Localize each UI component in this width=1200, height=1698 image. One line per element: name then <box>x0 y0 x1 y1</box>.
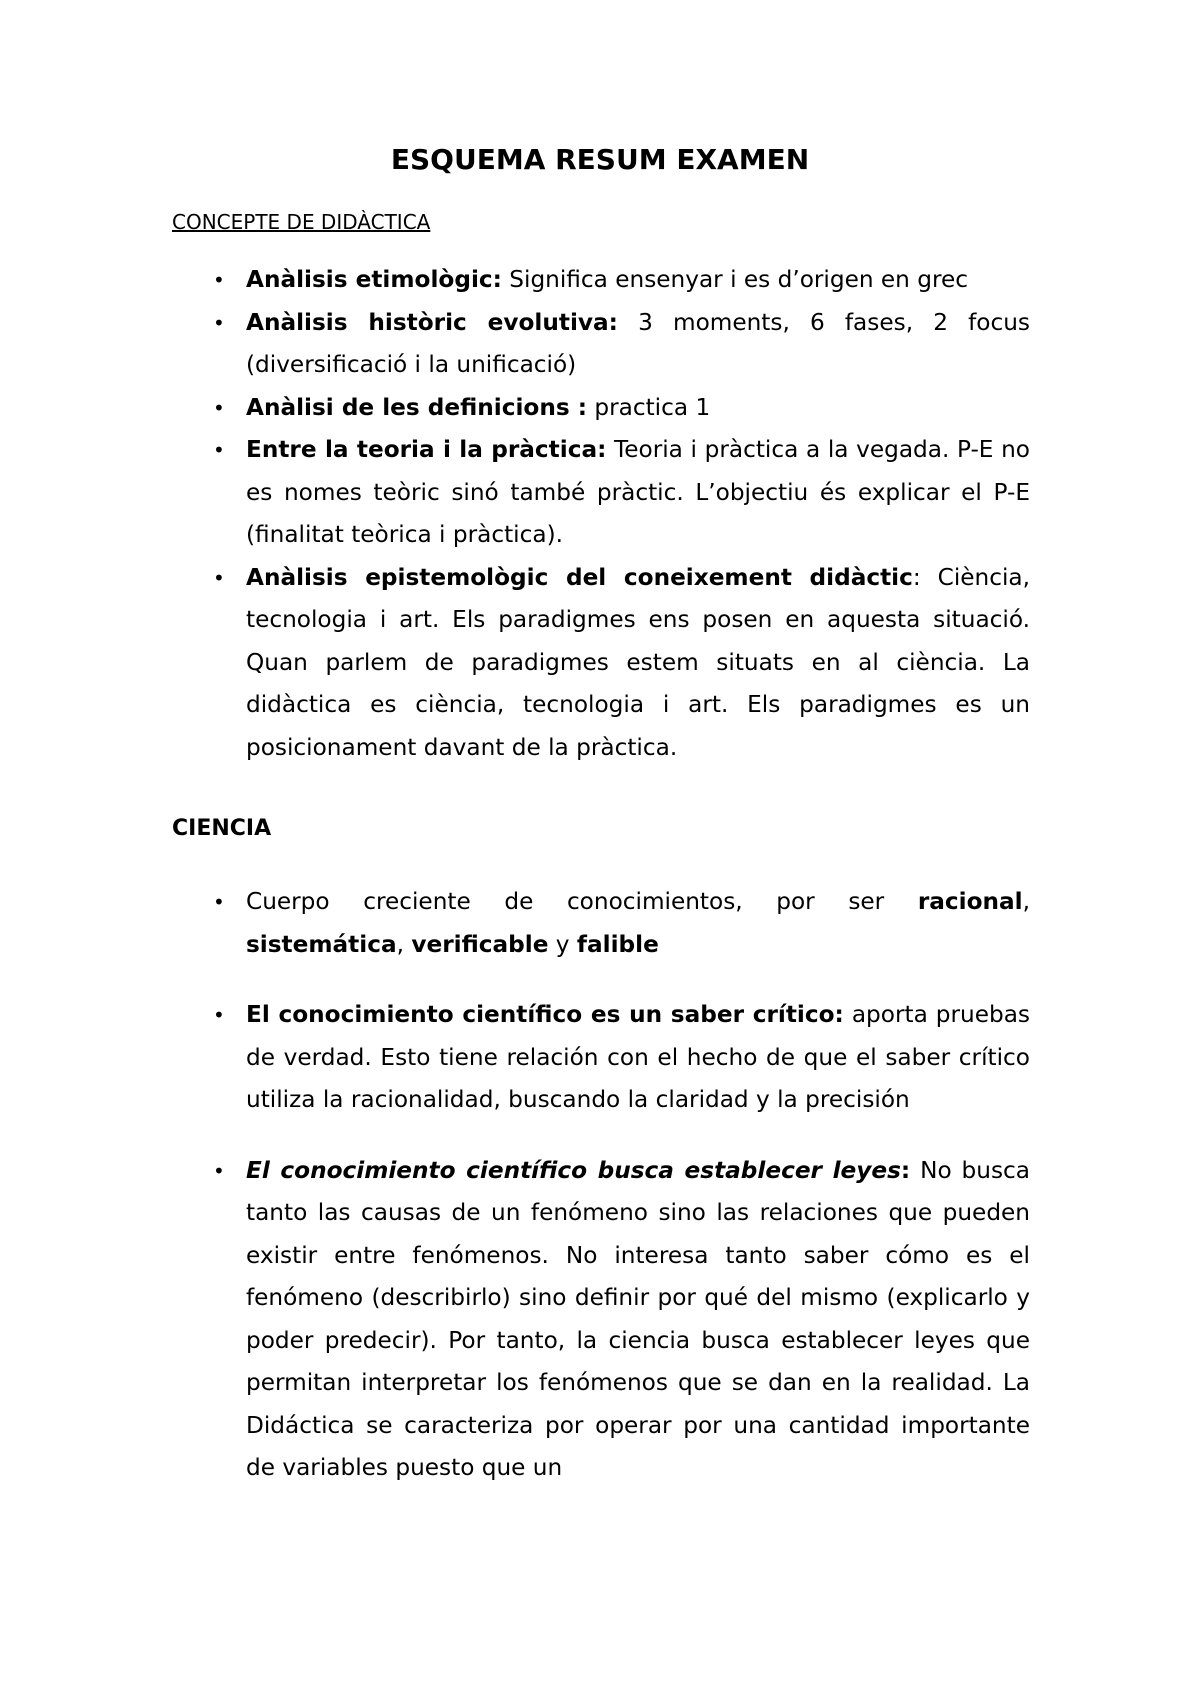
item-term: Anàlisi de les definicions : <box>246 393 588 421</box>
bullet-icon: • <box>213 438 225 462</box>
list-item <box>0 387 1030 430</box>
bullet-icon: • <box>213 310 225 335</box>
bullet-icon: • <box>213 1003 225 1027</box>
item-text: No busca tanto las causas de un fenómeno sino las relaciones que pueden existir entre fenómenos. No interesa tanto saber cómo es el fenómeno (describirlo) sino definir por qué del mismo (explicarlo y poder predecir). Por tanto, la ciencia busca establecer leyes que permitan interpretar los fenómenos que se dan en la realidad. La Didáctica se caracteriza por operar por una cantidad importante de variables puesto que un <box>246 1156 1030 1481</box>
item-text: : Ciència, tecnologia i art. Els paradigmes ens posen en aquesta situació. Quan parlem de paradigmes estem situats en al ciència. La didàctica es ciència, tecnologia i art. Els paradigmes es un posicionament davant de la pràctica. <box>246 563 1030 761</box>
item-text: Significa ensenyar i es d’origen en grec <box>501 266 969 293</box>
list-item <box>0 1150 1030 1490</box>
section-heading-ciencia: CIENCIA <box>172 816 272 841</box>
item-text: Teoria i pràctica a la vegada. P-E no es nomes teòric sinó també pràctic. L’objectiu és explicar el P-E (finalitat teòrica i pràctica). <box>246 436 1030 548</box>
document-title: ESQUEMA RESUM EXAMEN <box>390 143 810 176</box>
item-text: 3 moments, 6 fases, 2 focus (diversificació i la unificació) <box>246 308 1030 378</box>
section-heading-concepte-didactica: CONCEPTE DE DIDÀCTICA <box>172 210 431 234</box>
item-term: racional <box>917 888 1023 915</box>
item-text: , <box>1022 888 1030 915</box>
item-term: Anàlisis històric evolutiva: <box>246 308 618 336</box>
concepte-list <box>0 259 1030 769</box>
bullet-icon: • <box>213 565 225 590</box>
item-term-italic: El conocimiento científico busca establecer leyes <box>246 1156 901 1184</box>
item-text: aporta pruebas de verdad. Esto tiene relación con el hecho de que el saber crítico utiliza la racionalidad, buscando la claridad y la precisión <box>246 1001 1030 1113</box>
list-item <box>0 259 1030 302</box>
item-term: verificable <box>411 930 549 958</box>
bullet-icon: • <box>213 268 225 292</box>
item-term: El conocimiento científico es un saber crítico: <box>246 1001 844 1028</box>
list-item <box>0 557 1030 770</box>
list-item <box>0 881 1030 966</box>
item-text: , <box>396 930 412 958</box>
item-term: Entre la teoria i la pràctica: <box>246 436 607 463</box>
item-text: y <box>548 930 577 958</box>
item-term: Anàlisis epistemològic del coneixement didàctic <box>246 563 913 591</box>
bullet-icon: • <box>213 395 225 420</box>
bullet-icon: • <box>213 1158 225 1183</box>
list-item <box>0 994 1030 1122</box>
item-term: Anàlisis etimològic: <box>246 266 502 293</box>
bullet-icon: • <box>213 890 225 914</box>
list-item <box>0 302 1030 387</box>
item-text: Cuerpo creciente de conocimientos, por ser <box>246 888 918 915</box>
item-term: sistemática <box>246 930 397 958</box>
item-term: : <box>900 1156 911 1184</box>
list-item <box>0 429 1030 557</box>
item-term: falible <box>576 930 659 958</box>
item-text: practica 1 <box>587 393 711 421</box>
ciencia-list <box>0 881 1030 1490</box>
